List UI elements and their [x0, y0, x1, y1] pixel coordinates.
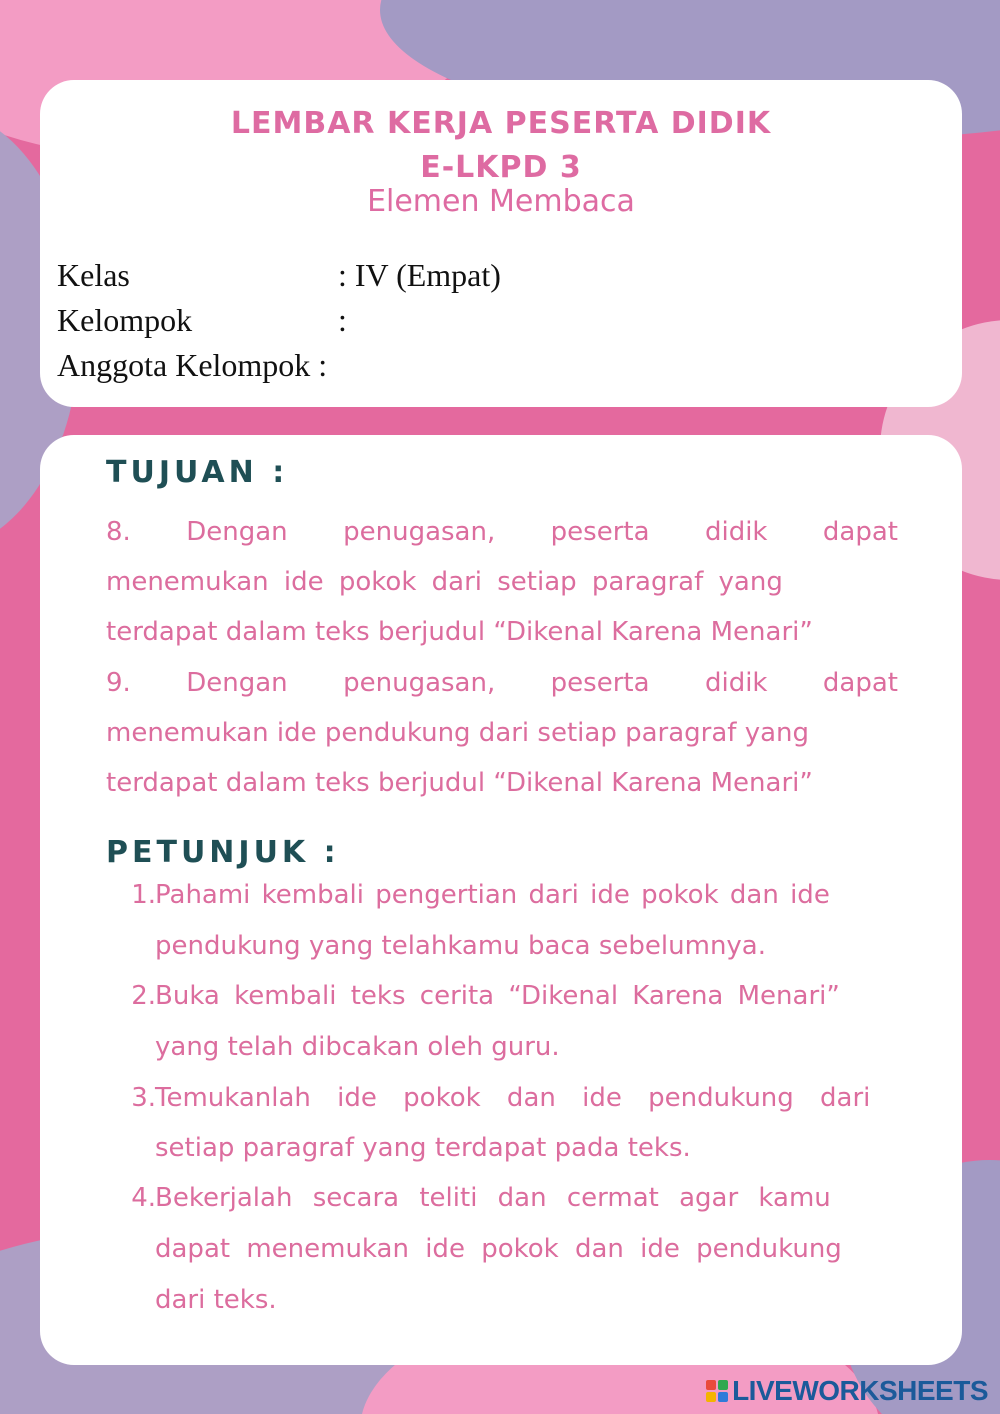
info-value: : [338, 302, 347, 338]
info-value: : [318, 347, 328, 383]
goal-word: Dengan [186, 668, 288, 698]
goal-9-line-1 [106, 663, 898, 703]
goal-word: didik [704, 517, 768, 547]
instructions-heading: PETUNJUK : [106, 835, 340, 870]
goal-word: penugasan, [343, 668, 496, 698]
step-2-line-1: Buka kembali teks cerita “Dikenal Karena Menari” [155, 981, 840, 1011]
goal-word: peserta [550, 517, 650, 547]
goal-word: Dengan [186, 517, 288, 547]
step-3-line-1: Temukanlah ide pokok dan ide pendukung dari [155, 1083, 871, 1113]
step-2-line-2: yang telah dibcakan oleh guru. [155, 1032, 560, 1062]
step-number: 2. [131, 981, 156, 1011]
goal-9-line-2: menemukan ide pendukung dari setiap paragraf yang [106, 718, 809, 748]
goal-word: 8. [106, 517, 131, 547]
goal-8-line-3: terdapat dalam teks berjudul “Dikenal Karena Menari” [106, 617, 813, 647]
step-number: 1. [131, 880, 156, 910]
liveworksheets-logo-icon [706, 1380, 728, 1402]
content-card [40, 435, 962, 1365]
goal-8-line-1 [106, 512, 898, 552]
info-row-kelas [57, 253, 501, 297]
liveworksheets-branding[interactable] [706, 1376, 988, 1406]
step-1-line-2: pendukung yang telahkamu baca sebelumnya. [155, 931, 766, 961]
info-row-kelompok [57, 298, 347, 342]
step-1-line-1: Pahami kembali pengertian dari ide pokok dan ide [155, 880, 830, 910]
header-card [40, 80, 962, 407]
goal-8-line-2: menemukan ide pokok dari setiap paragraf yang [106, 567, 783, 597]
info-label: Anggota Kelompok [57, 347, 311, 383]
goal-word: dapat [822, 668, 898, 698]
info-label: Kelas [57, 257, 130, 293]
goal-word: 9. [106, 668, 131, 698]
brand-name: LIVEWORKSHEETS [732, 1375, 988, 1406]
worksheet-title: LEMBAR KERJA PESERTA DIDIK [230, 106, 772, 141]
step-number: 3. [131, 1083, 156, 1113]
info-label: Kelompok [57, 302, 193, 338]
step-4-line-2: dapat menemukan ide pokok dan ide pendukung [155, 1234, 842, 1264]
info-row-anggota [57, 343, 327, 387]
worksheet-subtitle: Elemen Membaca [367, 184, 635, 219]
goal-word: peserta [550, 668, 650, 698]
goal-9-line-3: terdapat dalam teks berjudul “Dikenal Karena Menari” [106, 768, 813, 798]
goal-word: didik [704, 668, 768, 698]
step-number: 4. [131, 1183, 156, 1213]
step-3-line-2: setiap paragraf yang terdapat pada teks. [155, 1133, 691, 1163]
goal-word: dapat [822, 517, 898, 547]
info-value: : IV (Empat) [338, 257, 501, 293]
worksheet-code: E-LKPD 3 [420, 150, 582, 185]
step-4-line-3: dari teks. [155, 1285, 277, 1315]
goal-word: penugasan, [343, 517, 496, 547]
goals-heading: TUJUAN : [106, 455, 289, 490]
step-4-line-1: Bekerjalah secara teliti dan cermat agar kamu [155, 1183, 831, 1213]
